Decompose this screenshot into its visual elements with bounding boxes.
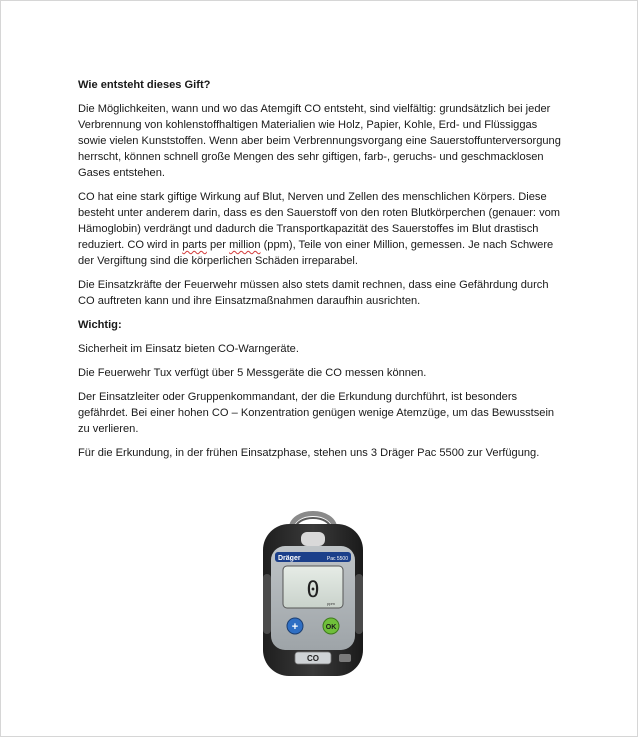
paragraph: Sicherheit im Einsatz bieten CO-Warngeräte. — [78, 343, 299, 355]
alarm-light — [301, 532, 325, 546]
spellcheck-word: million — [229, 239, 261, 251]
ok-button-label: OK — [325, 624, 337, 631]
paragraph: Der Einsatzleiter oder Gruppenkommandant, der die Erkundung durchführt, ist besonders gefährdet. Bei einer hohen CO – Konzentration genügen wenige Atemzüge, um das Bewusstsein zu verlieren. — [78, 391, 555, 435]
spellcheck-word: parts — [182, 239, 207, 251]
paragraph: Die Feuerwehr Tux verfügt über 5 Messgeräte die CO messen können. — [78, 367, 427, 379]
brand-label: Dräger — [278, 555, 301, 562]
lcd-reading: 0 — [306, 578, 320, 603]
section-heading: Wie entsteht dieses Gift? — [78, 79, 211, 91]
paragraph: Für die Erkundung, in der frühen Einsatzphase, stehen uns 3 Dräger Pac 5500 zur Verfügung. — [78, 447, 540, 459]
gas-type-label: CO — [307, 654, 319, 663]
text-run: CO hat eine stark giftige Wirkung auf Blut, Nerven und Zellen des menschlichen Körpers. Diese besteht unter anderem darin, dass es den Sauerstoff von den roten Blutkörperchen (genauer: vom Hämoglobin) verdrängt und dadurch die Transportkapazität des Sauerstoffes im Blut drastisch reduziert. CO wird in — [78, 191, 561, 251]
gas-detector-image — [251, 504, 375, 680]
text-run: per — [206, 239, 230, 251]
lcd-unit: ppm — [327, 601, 335, 606]
important-heading: Wichtig: — [78, 319, 122, 331]
document-body — [78, 77, 562, 469]
paragraph — [78, 189, 562, 269]
paragraph: Die Möglichkeiten, wann und wo das Atemgift CO entsteht, sind vielfältig: grundsätzlich bei jeder Verbrennung von kohlenstoffhaltigen Materialien wie Holz, Papier, Kohle, Erd- und Flüssiggas sowie vielen Kunststoffen. Wenn aber beim Verbrennungsvorgang eine Sauerstoffunterversorgung herrscht, können schnell große Mengen des sehr giftigen, farb-, geruchs- und geschmacklosen Gases entstehen. — [78, 103, 561, 179]
model-label: Pac 5500 — [326, 556, 348, 562]
text-run: (ppm), Teile von einer Million, gemessen. Je nach Schwere der Vergiftung sind die körperlichen Schäden irreparabel. — [78, 239, 554, 267]
paragraph: Die Einsatzkräfte der Feuerwehr müssen also stets damit rechnen, dass eine Gefährdung durch CO auftreten kann und ihre Einsatzmaßnahmen daraufhin ausrichten. — [78, 279, 549, 307]
plus-button-label: + — [291, 621, 299, 633]
gas-detector-illustration — [251, 504, 375, 680]
